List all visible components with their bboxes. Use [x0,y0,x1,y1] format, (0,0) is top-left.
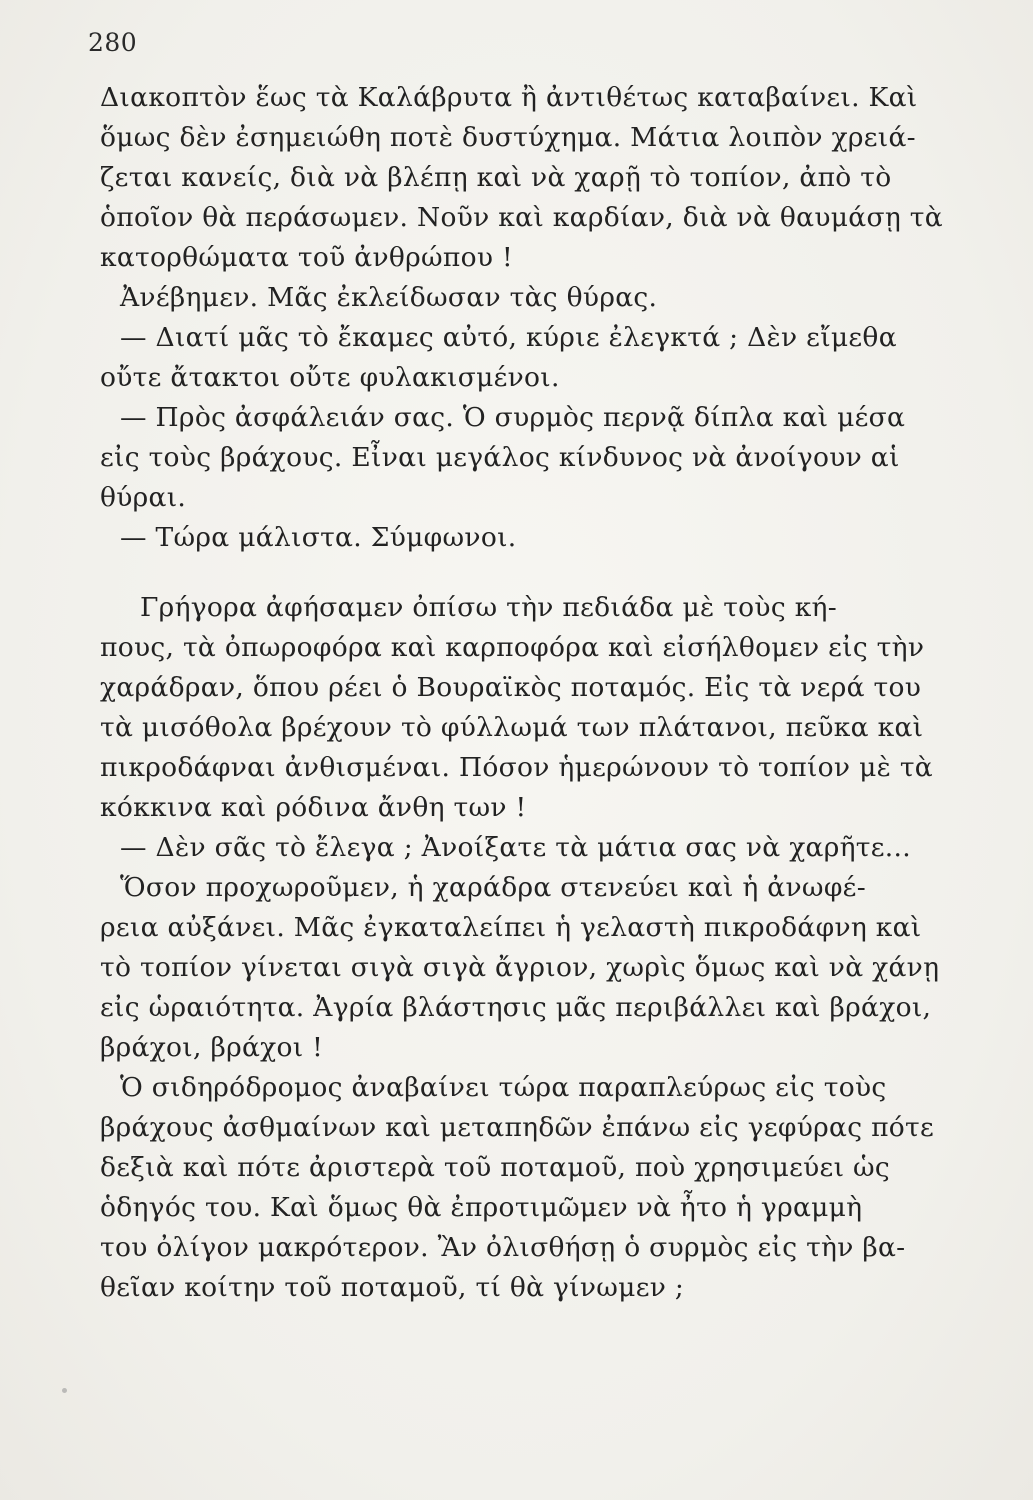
text-line: εἰς τοὺς βράχους. Εἶναι μεγάλος κίνδυνος νὰ ἀνοίγουν αἱ [100,442,900,473]
text-line: Γρήγορα ἀφήσαμεν ὀπίσω τὴν πεδιάδα μὲ τοὺς κή- [140,592,837,623]
text-line: ζεται κανείς, διὰ νὰ βλέπῃ καὶ νὰ χαρῇ τὸ τοπίον, ἀπὸ τὸ [100,162,892,193]
text-line: εἰς ὡραιότητα. Ἀγρία βλάστησις μᾶς περιβάλλει καὶ βράχοι, [100,992,932,1023]
dialogue-line: — Πρὸς ἀσφάλειάν σας. Ὁ συρμὸς περνᾷ δίπλα καὶ μέσα [120,402,906,433]
text-line: κατορθώματα τοῦ ἀνθρώπου ! [100,242,513,273]
text-line: πικροδάφναι ἀνθισμέναι. Πόσον ἡμερώνουν τὸ τοπίον μὲ τὰ [100,752,933,783]
text-line: δεξιὰ καὶ πότε ἀριστερὰ τοῦ ποταμοῦ, ποὺ χρησιμεύει ὡς [100,1152,891,1183]
dialogue-line: — Τώρα μάλιστα. Σύμφωνοι. [120,522,517,553]
text-line: του ὀλίγον μακρότερον. Ἂν ὀλισθήσῃ ὁ συρμὸς εἰς τὴν βα- [100,1232,906,1263]
text-line: τὸ τοπίον γίνεται σιγὰ σιγὰ ἄγριον, χωρὶς ὅμως καὶ νὰ χάνῃ [100,952,940,983]
text-line: θύραι. [100,482,187,513]
page-number: 280 [88,28,138,57]
text-line: βράχους ἀσθμαίνων καὶ μεταπηδῶν ἐπάνω εἰς γεφύρας πότε [100,1112,935,1143]
text-line: Ὁ σιδηρόδρομος ἀναβαίνει τώρα παραπλεύρως εἰς τοὺς [120,1072,887,1103]
text-line: οὔτε ἄτακτοι οὔτε φυλακισμένοι. [100,362,560,393]
text-line: Ὅσον προχωροῦμεν, ἡ χαράδρα στενεύει καὶ ἡ ἀνωφέ- [120,872,866,903]
text-line: ρεια αὐξάνει. Μᾶς ἐγκαταλείπει ἡ γελαστὴ πικροδάφνη καὶ [100,912,922,943]
text-line: ὁδηγός του. Καὶ ὅμως θὰ ἐπροτιμῶμεν νὰ ἦτο ἡ γραμμὴ [100,1192,863,1223]
text-line: ὅμως δὲν ἐσημειώθη ποτὲ δυστύχημα. Μάτια λοιπὸν χρειά- [100,122,916,153]
text-line: Διακοπτὸν ἕως τὰ Καλάβρυτα ἢ ἀντιθέτως καταβαίνει. Καὶ [100,82,918,113]
text-line: βράχοι, βράχοι ! [100,1032,324,1063]
text-line: τὰ μισόθολα βρέχουν τὸ φύλλωμά των πλάτανοι, πεῦκα καὶ [100,712,924,743]
text-line: κόκκινα καὶ ρόδινα ἄνθη των ! [100,792,527,823]
text-line: χαράδραν, ὅπου ρέει ὁ Βουραϊκὸς ποταμός. Εἰς τὰ νερά του [100,672,922,703]
text-line: θεῖαν κοίτην τοῦ ποταμοῦ, τί θὰ γίνωμεν ; [100,1272,685,1303]
text-line: πους, τὰ ὀπωροφόρα καὶ καρποφόρα καὶ εἰσήλθομεν εἰς τὴν [100,632,925,663]
dialogue-line: — Διατί μᾶς τὸ ἔκαμες αὐτό, κύριε ἐλεγκτά ; Δὲν εἴμεθα [120,322,897,353]
text-line: Ἀνέβημεν. Μᾶς ἐκλείδωσαν τὰς θύρας. [120,282,658,313]
dialogue-line: — Δὲν σᾶς τὸ ἔλεγα ; Ἀνοίξατε τὰ μάτια σας νὰ χαρῆτε... [120,832,911,863]
paper-speck [62,1388,67,1393]
text-line: ὁποῖον θὰ περάσωμεν. Νοῦν καὶ καρδίαν, διὰ νὰ θαυμάσῃ τὰ [100,202,943,233]
